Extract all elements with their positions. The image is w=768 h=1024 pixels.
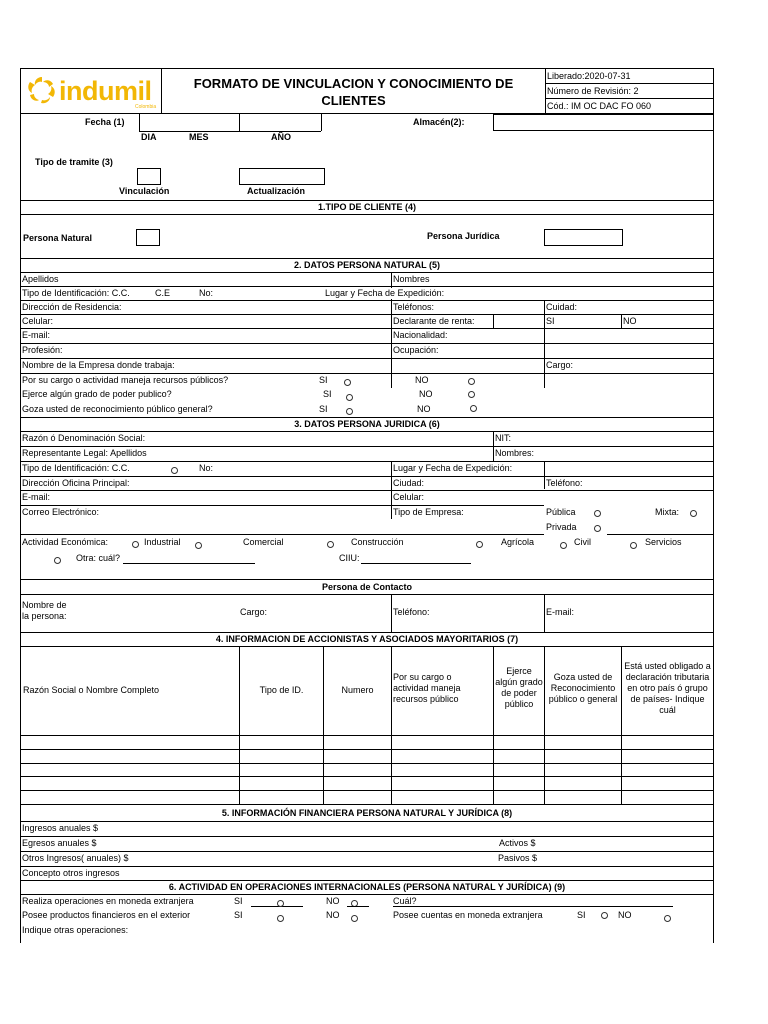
ce-label: C.E bbox=[155, 288, 171, 298]
actividad-economica-label: Actividad Económica: bbox=[22, 537, 109, 547]
revision-number: Número de Revisión: 2 bbox=[547, 86, 639, 96]
mixta-radio[interactable] bbox=[690, 510, 697, 517]
section-persona-natural-title: 2. DATOS PERSONA NATURAL (5) bbox=[293, 260, 440, 270]
publica-label: Pública bbox=[546, 507, 576, 517]
release-date: Liberado:2020-07-31 bbox=[547, 71, 631, 81]
ciiu-label: CIIU: bbox=[339, 553, 360, 563]
publica-radio[interactable] bbox=[594, 510, 601, 517]
vinculacion-label: Vinculación bbox=[119, 186, 170, 196]
vinculacion-checkbox[interactable] bbox=[137, 168, 161, 185]
email-label: E-mail: bbox=[22, 330, 51, 340]
construccion-label: Construcción bbox=[351, 537, 404, 547]
juridica-celular-label: Celular: bbox=[393, 492, 425, 502]
civil-label: Civil bbox=[574, 537, 591, 547]
profesion-label: Profesión: bbox=[22, 345, 63, 355]
civil-radio[interactable] bbox=[560, 542, 567, 549]
actualizacion-checkbox[interactable] bbox=[239, 168, 325, 185]
table-row[interactable] bbox=[21, 776, 713, 777]
contacto-telefono-label: Teléfono: bbox=[393, 607, 430, 617]
juridica-no-label: No: bbox=[199, 463, 214, 473]
nacionalidad-label: Nacionalidad: bbox=[393, 330, 448, 340]
juridica-ciudad-label: Ciudad: bbox=[393, 478, 425, 488]
cuentas-extranjera-label: Posee cuentas en moneda extranjera bbox=[393, 910, 543, 920]
otros-ingresos-label: Otros Ingresos( anuales) $ bbox=[22, 853, 129, 863]
juridica-telefono-label: Teléfono: bbox=[546, 478, 583, 488]
q2-si-label: SI bbox=[323, 389, 332, 399]
q3-no-radio[interactable] bbox=[470, 405, 477, 412]
mixta-label: Mixta: bbox=[655, 507, 680, 517]
q1-no-label: NO bbox=[415, 375, 429, 385]
persona-natural-checkbox[interactable] bbox=[136, 229, 160, 246]
cuentas-si-radio[interactable] bbox=[601, 912, 608, 919]
poder-publico-question: Ejerce algún grado de poder publico? bbox=[22, 389, 172, 399]
egresos-label: Egresos anuales $ bbox=[22, 838, 97, 848]
otra-input-line[interactable] bbox=[123, 563, 255, 564]
ingresos-label: Ingresos anuales $ bbox=[22, 823, 99, 833]
declarante-no[interactable]: NO bbox=[623, 316, 637, 326]
col-razon-social: Razón Social o Nombre Completo bbox=[23, 685, 160, 695]
logo-wordmark: indumil bbox=[59, 76, 152, 106]
actualizacion-label: Actualización bbox=[247, 186, 306, 196]
almacen-label: Almacén(2): bbox=[413, 117, 465, 127]
tipo-empresa-label: Tipo de Empresa: bbox=[393, 507, 464, 517]
nombres-label: Nombres bbox=[393, 274, 430, 284]
otra-radio[interactable] bbox=[54, 557, 61, 564]
nit-label: NIT: bbox=[495, 433, 512, 443]
q3-si-radio[interactable] bbox=[346, 408, 353, 415]
section-internacional-title: 6. ACTIVIDAD EN OPERACIONES INTERNACIONALES (PERSONA NATURAL Y JURÍDICA) (9) bbox=[168, 882, 566, 892]
productos-si-label: SI bbox=[234, 910, 243, 920]
moneda-extranjera-label: Realiza operaciones en moneda extranjera bbox=[22, 896, 194, 906]
q2-si-radio[interactable] bbox=[346, 394, 353, 401]
q1-no-radio[interactable] bbox=[468, 378, 475, 385]
productos-no-radio[interactable] bbox=[351, 915, 358, 922]
col-obligado-declaracion: Está usted obligado a declaración tributaria en otro país ó grupo de países- Indique cuál bbox=[624, 661, 711, 715]
contacto-cargo-label: Cargo: bbox=[240, 607, 268, 617]
q3-no-label: NO bbox=[417, 404, 431, 414]
comercial-label: Comercial bbox=[243, 537, 284, 547]
ciiu-input-line[interactable] bbox=[361, 563, 471, 564]
table-row[interactable] bbox=[21, 790, 713, 791]
servicios-label: Servicios bbox=[645, 537, 682, 547]
fecha-label: Fecha (1) bbox=[85, 117, 125, 127]
recursos-publicos-question: Por su cargo o actividad maneja recursos públicos? bbox=[22, 375, 229, 385]
q3-si-label: SI bbox=[319, 404, 328, 414]
section-accionistas-title: 4. INFORMACION DE ACCIONISTAS Y ASOCIADOS MAYORITARIOS (7) bbox=[215, 634, 519, 644]
industrial-radio[interactable] bbox=[132, 541, 139, 548]
col-numero: Numero bbox=[341, 685, 374, 695]
ano-label: AÑO bbox=[271, 132, 291, 142]
agricola-label: Agrícola bbox=[501, 537, 535, 547]
juridica-email-label: E-mail: bbox=[22, 492, 51, 502]
section-persona-juridica-title: 3. DATOS PERSONA JURIDICA (6) bbox=[294, 419, 440, 429]
cual-label: Cuál? bbox=[393, 896, 417, 906]
privada-label: Privada bbox=[546, 522, 577, 532]
no-label: No: bbox=[199, 288, 214, 298]
apellidos-label: Apellidos bbox=[22, 274, 59, 284]
productos-no-label: NO bbox=[326, 910, 340, 920]
document-code: Cód.: IM OC DAC FO 060 bbox=[547, 101, 652, 111]
tipo-tramite-label: Tipo de tramite (3) bbox=[35, 157, 113, 167]
cuentas-no-label: NO bbox=[618, 910, 632, 920]
razon-social-label: Razón ó Denominación Social: bbox=[22, 433, 146, 443]
fecha-dia-field[interactable] bbox=[140, 114, 238, 130]
form-title-line1: FORMATO DE VINCULACION Y CONOCIMIENTO DE bbox=[193, 76, 514, 91]
col-recursos-publicos: Por su cargo o actividad maneja recursos público bbox=[393, 672, 461, 704]
juridica-cc-radio[interactable] bbox=[171, 467, 178, 474]
nombre-persona-label-1: Nombre de bbox=[22, 600, 67, 610]
ciudad-label: Cuidad: bbox=[546, 302, 578, 312]
agricola-radio[interactable] bbox=[476, 541, 483, 548]
direccion-label: Dirección de Residencia: bbox=[22, 302, 122, 312]
fecha-mes-field[interactable] bbox=[240, 114, 320, 130]
persona-juridica-label: Persona Jurídica bbox=[427, 231, 500, 241]
almacen-field[interactable] bbox=[493, 114, 714, 131]
industrial-label: Industrial bbox=[144, 537, 181, 547]
vinculacion-form bbox=[20, 68, 714, 943]
activos-label: Activos $ bbox=[499, 838, 536, 848]
q2-no-label: NO bbox=[419, 389, 433, 399]
ocupacion-label: Ocupación: bbox=[393, 345, 439, 355]
cuentas-no-radio[interactable] bbox=[664, 915, 671, 922]
sun-logo-icon bbox=[25, 73, 59, 107]
rep-nombres-label: Nombres: bbox=[495, 448, 535, 458]
telefonos-label: Teléfonos: bbox=[393, 302, 435, 312]
contacto-email-label: E-mail: bbox=[546, 607, 575, 617]
mes-label: MES bbox=[189, 132, 209, 142]
col-tipo-id: Tipo de ID. bbox=[259, 685, 304, 695]
construccion-radio[interactable] bbox=[327, 541, 334, 548]
dia-label: DIA bbox=[141, 132, 157, 142]
declarante-label: Declarante de renta: bbox=[393, 316, 475, 326]
form-title-line2: CLIENTES bbox=[321, 93, 386, 108]
col-poder-publico: Ejerce algún grado de poder público bbox=[495, 666, 543, 709]
cual-input-line[interactable] bbox=[393, 906, 673, 907]
pasivos-label: Pasivos $ bbox=[498, 853, 538, 863]
nombre-persona-label-2: la persona: bbox=[22, 611, 67, 621]
persona-natural-label: Persona Natural bbox=[23, 233, 93, 243]
logo-subtext: Colombia bbox=[135, 104, 157, 110]
contacto-title: Persona de Contacto bbox=[321, 582, 413, 592]
q1-si-radio[interactable] bbox=[344, 379, 351, 386]
otra-label: Otra: cuál? bbox=[76, 553, 121, 563]
q1-si-label: SI bbox=[319, 375, 328, 385]
cargo-label: Cargo: bbox=[546, 360, 574, 370]
rep-legal-label: Representante Legal: Apellidos bbox=[22, 448, 147, 458]
table-row[interactable] bbox=[21, 763, 713, 764]
productos-si-radio[interactable] bbox=[277, 915, 284, 922]
oficina-principal-label: Dirección Oficina Principal: bbox=[22, 478, 130, 488]
reconocimiento-question: Goza usted de reconocimiento público general? bbox=[22, 404, 213, 414]
moneda-si-label: SI bbox=[234, 896, 243, 906]
table-row[interactable] bbox=[21, 749, 713, 750]
industrial-opt-radio[interactable] bbox=[195, 542, 202, 549]
juridica-lugar-fecha-label: Lugar y Fecha de Expedición: bbox=[393, 463, 513, 473]
celular-label: Celular: bbox=[22, 316, 54, 326]
q2-no-radio[interactable] bbox=[468, 391, 475, 398]
col-reconocimiento: Goza usted de Reconocimiento público o general bbox=[548, 672, 618, 704]
persona-juridica-checkbox[interactable] bbox=[544, 229, 623, 246]
privada-radio[interactable] bbox=[594, 525, 601, 532]
empresa-label: Nombre de la Empresa donde trabaja: bbox=[22, 360, 175, 370]
section-financiera-title: 5. INFORMACIÓN FINANCIERA PERSONA NATURAL Y JURÍDICA (8) bbox=[221, 808, 513, 818]
declarante-si[interactable]: SI bbox=[546, 316, 555, 326]
otras-operaciones-label: Indique otras operaciones: bbox=[22, 925, 129, 935]
juridica-tipo-id-label: Tipo de Identificación: C.C. bbox=[22, 463, 130, 473]
indumil-logo bbox=[25, 71, 161, 113]
servicios-radio[interactable] bbox=[630, 542, 637, 549]
cuentas-si-label: SI bbox=[577, 910, 586, 920]
lugar-fecha-label: Lugar y Fecha de Expedición: bbox=[325, 288, 445, 298]
correo-label: Correo Electrónico: bbox=[22, 507, 100, 517]
moneda-si-radio[interactable] bbox=[277, 900, 284, 907]
concepto-label: Concepto otros ingresos bbox=[22, 868, 120, 878]
moneda-no-label: NO bbox=[326, 896, 340, 906]
productos-exterior-label: Posee productos financieros en el exterior bbox=[22, 910, 191, 920]
tipo-id-label: Tipo de Identificación: C.C. bbox=[22, 288, 130, 298]
section-tipo-cliente-title: 1.TIPO DE CLIENTE (4) bbox=[317, 202, 416, 212]
